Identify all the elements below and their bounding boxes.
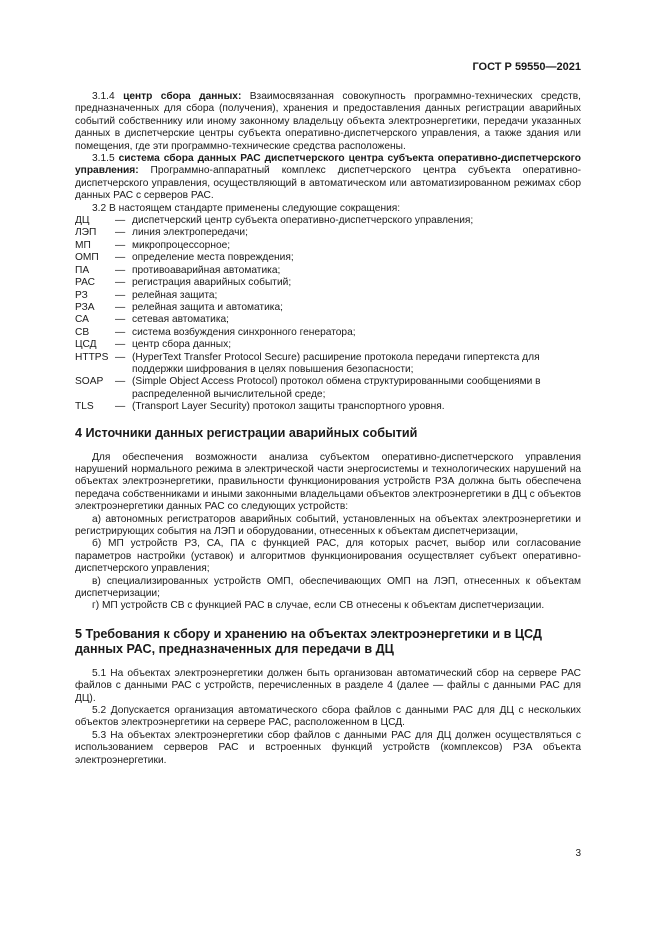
abbreviation: СА [75,314,89,326]
abbreviation: ЛЭП [75,227,97,239]
dash: — [115,376,126,388]
dash: — [115,314,126,326]
document-body [75,91,581,767]
abbreviation: TLS [75,401,94,413]
abbreviation: HTTPS [75,351,109,363]
abbreviation: СВ [75,326,90,338]
clause-3-2: 3.2 В настоящем стандарте применены следующие сокращения: [92,202,401,214]
clause-5-3: 5.3 На объектах электроэнергетики сбор файлов с данными РАС для ДЦ должен осуществляться с использованием серверов РАС и встроенных функций устройств (комплексов) РЗА объекта электроэнергетики. [75,729,581,766]
abbreviation-meaning: система возбуждения синхронного генератора; [132,326,356,338]
abbreviation-row [75,252,581,264]
abbreviation-meaning: противоаварийная автоматика; [132,264,281,276]
clause-3-1-4 [75,91,581,153]
abbreviation: ПА [75,264,90,276]
abbreviation-row [75,265,581,277]
clause-5-1: 5.1 На объектах электроэнергетики должен быть организован автоматический сбор на сервере РАС файлов с данными РАС с устройств, перечисленных в разделе 4 (далее — файлы с данными РАС для ДЦ). [75,667,581,704]
abbreviation-row [75,240,581,252]
section-4-item-a: а) автономных регистраторов аварийных событий, установленных на объектах электроэнергетики и регистрирующих события на ЛЭП и оборудовании, отнесенных к объектам диспетчеризации, [75,513,581,537]
abbreviation-meaning: (Transport Layer Security) протокол защиты транспортного уровня. [132,401,445,413]
dash: — [115,227,126,239]
abbreviation-row [75,302,581,314]
section-5-heading: 5 Требования к сбору и хранению на объектах электроэнергетики и в ЦСД данных РАС, предназначенных для передачи в ДЦ [75,626,542,656]
abbreviation-meaning: определение места повреждения; [132,252,294,264]
abbreviation: ДЦ [75,215,90,227]
section-4-item-d: г) МП устройств СВ с функцией РАС в случае, если СВ отнесены к объектам диспетчеризации. [92,600,545,612]
term: центр сбора данных: [123,91,242,102]
abbreviation-row [75,339,581,351]
term: система сбора данных РАС диспетчерского центра субъекта оперативно-диспетчерского управления: [75,153,581,177]
dash: — [115,351,126,363]
abbreviation-meaning: диспетчерский центр субъекта оперативно-диспетчерского управления; [132,215,474,227]
abbreviation-meaning: (HyperText Transfer Protocol Secure) расширение протокола передачи гипертекста для поддержки шифрования в целях повышения безопасности; [132,351,540,375]
definition: Взаимосвязанная совокупность программно-технических средств, предназначенных для сбора (получения), хранения и предоставления данных регистрации аварийных событий собственнику или иному законному владельцу объекта электроэнергетики, передачи указанных данных в диспетчерские центры субъекта оперативно-диспетчерского управления, а также здания или помещения, где эти программно-технические средства расположены. [75,91,581,152]
abbreviation-row [75,290,581,302]
dash: — [115,264,126,276]
abbreviation: ОМП [75,252,99,264]
abbreviation-row [75,277,581,289]
abbreviation-meaning: релейная защита и автоматика; [132,301,283,313]
abbreviation-row [75,376,581,401]
dash: — [115,401,126,413]
abbreviation-meaning: (Simple Object Access Protocol) протокол обмена структурированными сообщениями в распределенной вычислительной среде; [132,376,541,400]
abbreviation-meaning: центр сбора данных; [132,339,232,351]
clause-number: 3.1.5 [92,153,119,165]
section-4-item-b: б) МП устройств РЗ, СА, ПА с функцией РАС, для которых расчет, выбор или согласование параметров настройки (уставок) и алгоритмов функционирования осуществляет субъект оперативно-диспетчерского управления; [75,538,581,575]
page-number: 3 [575,848,581,859]
abbreviation-row [75,215,581,227]
section-4-item-c: в) специализированных устройств ОМП, обеспечивающих ОМП на ЛЭП, отнесенных к объектам диспетчеризации; [75,575,581,600]
standard-header: ГОСТ Р 59550—2021 [472,61,581,73]
abbreviation-meaning: микропроцессорное; [132,239,231,251]
section-4-heading: 4 Источники данных регистрации аварийных событий [75,425,418,440]
abbreviation-meaning: линия электропередачи; [132,227,248,239]
abbreviation-row [75,227,581,239]
abbreviation: РАС [75,277,96,289]
dash: — [115,301,126,313]
dash: — [115,277,126,289]
dash: — [115,326,126,338]
abbreviation: РЗ [75,289,88,301]
dash: — [115,339,126,351]
dash: — [115,239,126,251]
section-4-intro: Для обеспечения возможности анализа субъектом оперативно-диспетчерского управления нарушений нормального режима в электрической части энергосистемы и технологических нарушений на объектах электроэнергетики, правильности функционирования устройств РЗА должна быть обеспечена передача собственниками и иными законными владельцами объектов электроэнергетики в ДЦ с объектов электроэнергетики данных РАС со следующих устройств: [75,451,581,513]
abbreviation-meaning: регистрация аварийных событий; [132,277,292,289]
abbreviation-list [75,215,581,414]
abbreviation: РЗА [75,301,95,313]
clause-5-2: 5.2 Допускается организация автоматического сбора файлов с данными РАС для ДЦ с нескольких объектов электроэнергетики на сервере РАС, расположенном в ЦСД. [75,705,581,729]
abbreviation-meaning: релейная защита; [132,289,218,301]
clause-3-1-5 [75,153,581,203]
dash: — [115,252,126,264]
abbreviation-row [75,327,581,339]
definition: Программно-аппаратный комплекс диспетчерского центра субъекта оперативно-диспетчерского управления, осуществляющий в автоматическом или автоматизированном режимах сбор данных РАС с серверов РАС. [75,165,581,202]
dash: — [115,289,126,301]
clause-number: 3.1.4 [92,91,124,102]
abbreviation: МП [75,239,91,251]
abbreviation-meaning: сетевая автоматика; [132,314,229,326]
abbreviation: SOAP [75,376,104,388]
dash: — [115,215,126,227]
abbreviation-row [75,401,581,413]
abbreviation: ЦСД [75,339,97,351]
abbreviation-row [75,314,581,326]
abbreviation-row [75,352,581,377]
